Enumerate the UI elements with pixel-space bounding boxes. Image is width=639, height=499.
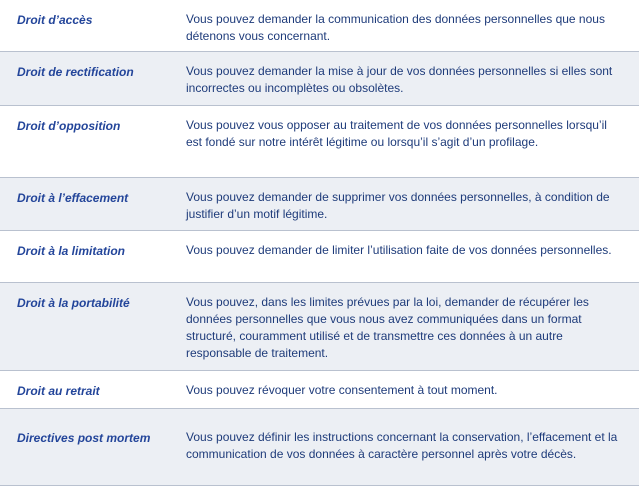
right-description: Vous pouvez demander la mise à jour de vos données personnelles si elles sont incorrectes ou incomplètes ou obsolètes. xyxy=(186,64,613,95)
right-description: Vous pouvez, dans les limites prévues par la loi, demander de récupérer les données personnelles que vous nous avez communiquées dans un format structuré, couramment utilisé et de transmettre ces données à un autre responsable de traitement. xyxy=(186,295,589,360)
table-row xyxy=(0,409,639,486)
table-row xyxy=(0,178,639,231)
table-row xyxy=(0,52,639,106)
table-row xyxy=(0,283,639,371)
right-term: Droit à l’effacement xyxy=(17,191,129,205)
table-row xyxy=(0,231,639,283)
table-row xyxy=(0,106,639,178)
right-term: Droit à la portabilité xyxy=(17,296,130,310)
right-description: Vous pouvez révoquer votre consentement à tout moment. xyxy=(186,383,498,397)
right-term: Droit à la limitation xyxy=(17,244,126,258)
right-term: Directives post mortem xyxy=(17,431,151,445)
right-description: Vous pouvez vous opposer au traitement de vos données personnelles lorsqu’il est fondé sur notre intérêt légitime ou lorsqu’il s’agit d’un profilage. xyxy=(186,118,607,149)
right-description: Vous pouvez demander la communication des données personnelles que nous détenons vous concernant. xyxy=(186,12,605,43)
right-description: Vous pouvez demander de limiter l’utilisation faite de vos données personnelles. xyxy=(186,243,612,257)
right-description: Vous pouvez définir les instructions concernant la conservation, l’effacement et la communication de vos données à caractère personnel après votre décès. xyxy=(186,430,618,461)
table-row xyxy=(0,371,639,409)
right-term: Droit d’opposition xyxy=(17,119,121,133)
right-term: Droit au retrait xyxy=(17,384,100,398)
right-term: Droit d’accès xyxy=(17,13,93,27)
right-term: Droit de rectification xyxy=(17,65,134,79)
table-row xyxy=(0,0,639,52)
right-description: Vous pouvez demander de supprimer vos données personnelles, à condition de justifier d’un motif légitime. xyxy=(186,190,610,221)
